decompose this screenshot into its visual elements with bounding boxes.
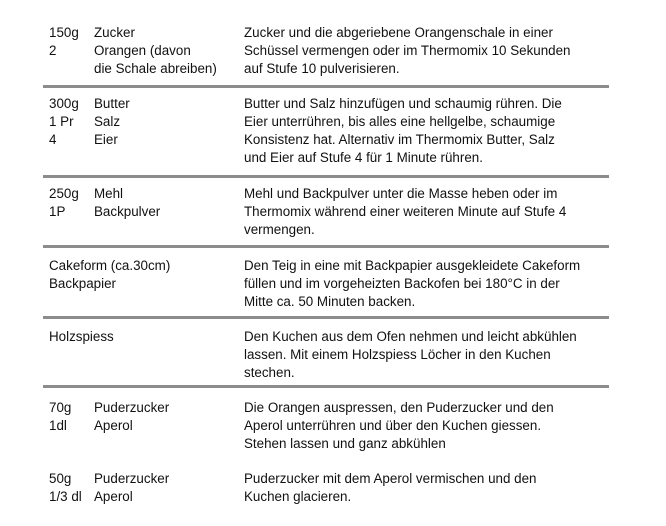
ingredient-list	[49, 328, 239, 346]
ingredient-row	[49, 488, 239, 506]
instruction-line: Den Kuchen aus dem Ofen nehmen und leicht abkühlen	[244, 329, 577, 344]
ingredient-quantity: 4	[49, 132, 57, 147]
instruction-line: Mehl und Backpulver unter die Masse heben oder im	[244, 186, 558, 201]
instruction-line: Zucker und die abgeriebene Orangenschale in einer	[244, 25, 553, 40]
ingredient-row	[49, 275, 239, 293]
instruction-text	[244, 328, 609, 382]
ingredient-row	[49, 328, 239, 346]
ingredient-row	[49, 60, 239, 78]
instruction-line: Konsistenz hat. Alternativ im Thermomix Butter, Salz	[244, 132, 555, 147]
instruction-line: vermengen.	[244, 222, 315, 237]
instruction-line: Butter und Salz hinzufügen und schaumig rühren. Die	[244, 96, 562, 111]
ingredient-name: Mehl	[94, 186, 124, 201]
ingredient-row	[49, 185, 239, 203]
instruction-line: lassen. Mit einem Holzspiess Löcher in den Kuchen	[244, 347, 551, 362]
equipment-item: Cakeform (ca.30cm)	[49, 258, 171, 273]
ingredient-row	[49, 470, 239, 488]
ingredient-quantity: 1 Pr	[49, 114, 74, 129]
section-divider	[43, 245, 609, 248]
ingredient-name: Butter	[94, 96, 130, 111]
section-divider	[43, 316, 609, 319]
ingredient-quantity: 1P	[49, 204, 66, 219]
instruction-line: Mitte ca. 50 Minuten backen.	[244, 294, 416, 309]
instruction-line: füllen und im vorgeheizten Backofen bei 180°C in der	[244, 276, 560, 291]
instruction-line: Stehen lassen und ganz abkühlen	[244, 436, 446, 451]
equipment-item: Holzspiess	[49, 329, 114, 344]
ingredient-quantity: 2	[49, 43, 57, 58]
ingredient-name: Eier	[94, 132, 118, 147]
ingredient-name: Orangen (davon	[94, 43, 191, 58]
ingredient-name: Aperol	[94, 489, 133, 504]
instruction-line: und Eier auf Stufe 4 für 1 Minute rühren.	[244, 150, 483, 165]
section-divider	[43, 385, 609, 388]
instruction-text	[244, 24, 609, 78]
ingredient-name: Salz	[94, 114, 121, 129]
ingredient-name: Zucker	[94, 25, 135, 40]
ingredient-row	[49, 399, 239, 417]
instruction-text	[244, 470, 609, 506]
ingredient-name: Puderzucker	[94, 471, 170, 486]
ingredient-list	[49, 185, 239, 221]
instruction-line: Puderzucker mit dem Aperol vermischen und den	[244, 471, 537, 486]
ingredient-row	[49, 24, 239, 42]
instruction-line: Schüssel vermengen oder im Thermomix 10 Sekunden	[244, 43, 571, 58]
instruction-text	[244, 185, 609, 239]
ingredient-row	[49, 95, 239, 113]
ingredient-quantity: 50g	[49, 471, 72, 486]
ingredient-quantity: 1dl	[49, 418, 67, 433]
instruction-text	[244, 257, 609, 311]
ingredient-name: Backpulver	[94, 204, 161, 219]
ingredient-list	[49, 24, 239, 78]
ingredient-row	[49, 417, 239, 435]
instruction-line: Die Orangen auspressen, den Puderzucker und den	[244, 400, 554, 415]
instruction-line: Eier unterrühren, bis alles eine hellgelbe, schaumige	[244, 114, 556, 129]
instruction-line: Thermomix während einer weiteren Minute auf Stufe 4	[244, 204, 567, 219]
ingredient-list	[49, 257, 239, 293]
ingredient-row	[49, 113, 239, 131]
ingredient-row	[49, 257, 239, 275]
ingredient-quantity: 70g	[49, 400, 72, 415]
ingredient-name: die Schale abreiben)	[94, 61, 217, 76]
instruction-line: Aperol unterrühren und über den Kuchen giessen.	[244, 418, 542, 433]
ingredient-quantity: 150g	[49, 25, 79, 40]
instruction-text	[244, 95, 609, 167]
ingredient-name: Puderzucker	[94, 400, 170, 415]
ingredient-list	[49, 470, 239, 506]
ingredient-name: Aperol	[94, 418, 133, 433]
ingredient-quantity: 250g	[49, 186, 79, 201]
instruction-line: stechen.	[244, 365, 295, 380]
equipment-item: Backpapier	[49, 276, 116, 291]
instruction-line: Kuchen glacieren.	[244, 489, 352, 504]
ingredient-list	[49, 95, 239, 149]
section-divider	[43, 85, 609, 88]
instruction-line: Den Teig in eine mit Backpapier ausgekleidete Cakeform	[244, 258, 581, 273]
section-divider	[43, 175, 609, 178]
ingredient-quantity: 1/3 dl	[49, 489, 82, 504]
instruction-line: auf Stufe 10 pulverisieren.	[244, 61, 400, 76]
ingredient-row	[49, 131, 239, 149]
ingredient-row	[49, 203, 239, 221]
ingredient-row	[49, 42, 239, 60]
instruction-text	[244, 399, 609, 453]
ingredient-quantity: 300g	[49, 96, 79, 111]
ingredient-list	[49, 399, 239, 435]
